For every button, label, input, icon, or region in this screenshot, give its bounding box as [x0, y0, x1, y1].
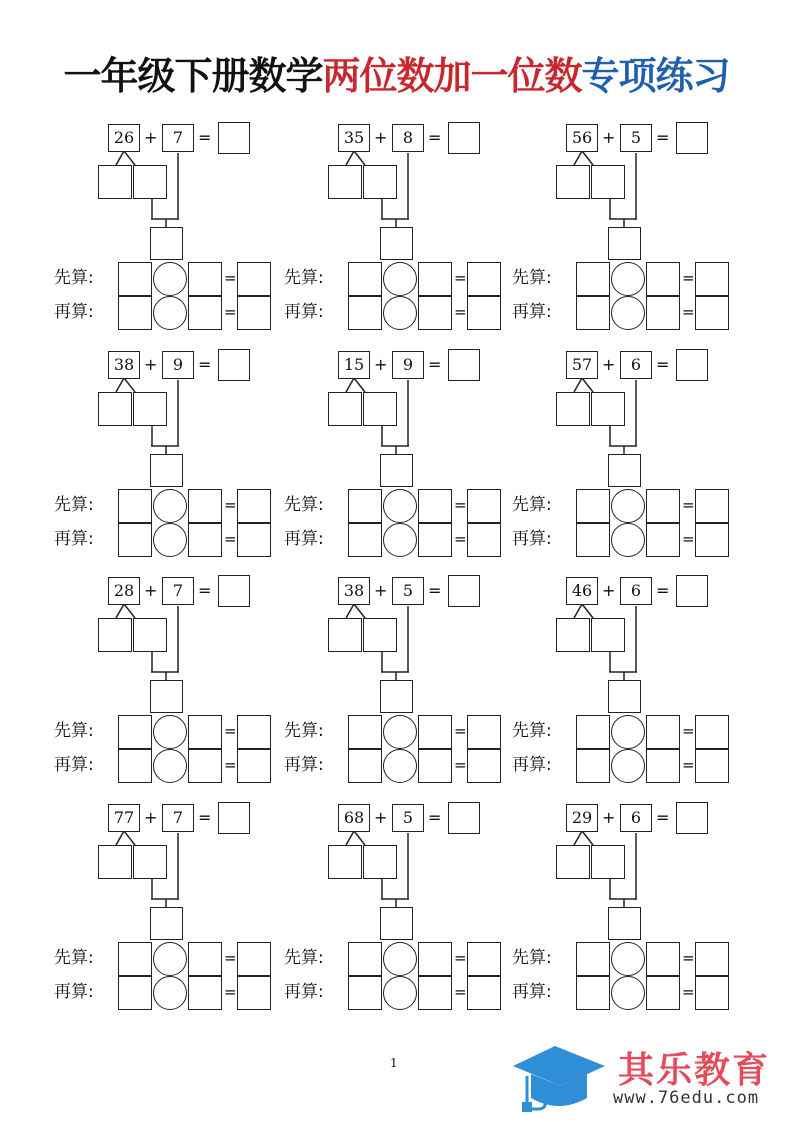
operand-box[interactable]: [646, 942, 680, 976]
tens-number-box: 68: [338, 804, 370, 832]
partial-sum-box[interactable]: [608, 227, 641, 260]
partial-sum-box[interactable]: [608, 680, 641, 713]
operand-box[interactable]: [418, 489, 452, 523]
operator-circle[interactable]: [153, 715, 187, 749]
split-box-ones[interactable]: [591, 392, 625, 426]
label-then: 再算:: [54, 755, 94, 775]
split-box-ones[interactable]: [133, 845, 167, 879]
split-box-ones[interactable]: [363, 618, 397, 652]
operator-circle[interactable]: [611, 749, 645, 783]
ones-number-box: 7: [162, 577, 194, 605]
label-then: 再算:: [54, 529, 94, 549]
equals-sign: =: [454, 756, 467, 774]
operand-box[interactable]: [348, 749, 382, 783]
label-first: 先算:: [284, 268, 324, 288]
operand-box[interactable]: [188, 296, 222, 330]
label-then: 再算:: [512, 302, 552, 322]
problem-item: [284, 798, 524, 1018]
operand-box[interactable]: [418, 262, 452, 296]
result-box[interactable]: [237, 489, 271, 523]
label-first: 先算:: [284, 495, 324, 515]
operand-box[interactable]: [576, 262, 610, 296]
equals-sign: =: [682, 496, 695, 514]
equals-sign: =: [224, 303, 237, 321]
operator-circle[interactable]: [611, 715, 645, 749]
operand-box[interactable]: [118, 715, 152, 749]
label-first: 先算:: [54, 721, 94, 741]
operand-box[interactable]: [646, 749, 680, 783]
result-box[interactable]: [467, 715, 501, 749]
result-box[interactable]: [695, 489, 729, 523]
tens-number-box: 26: [108, 124, 140, 152]
operand-box[interactable]: [348, 976, 382, 1010]
operator-circle[interactable]: [611, 262, 645, 296]
equals-sign: =: [224, 269, 237, 287]
operand-box[interactable]: [188, 489, 222, 523]
operator-circle[interactable]: [153, 976, 187, 1010]
result-box[interactable]: [695, 749, 729, 783]
operand-box[interactable]: [576, 942, 610, 976]
operand-box[interactable]: [118, 749, 152, 783]
graduation-cap-icon: [505, 1036, 615, 1116]
label-first: 先算:: [54, 948, 94, 968]
split-box-tens[interactable]: [98, 165, 132, 199]
equals-sign: =: [224, 530, 237, 548]
operator-circle[interactable]: [611, 942, 645, 976]
watermark-logo: [505, 1036, 790, 1116]
result-box[interactable]: [467, 489, 501, 523]
operand-box[interactable]: [118, 976, 152, 1010]
problem-item: [54, 571, 294, 791]
split-box-ones[interactable]: [363, 165, 397, 199]
split-box-tens[interactable]: [556, 165, 590, 199]
operand-box[interactable]: [188, 976, 222, 1010]
answer-box[interactable]: [218, 802, 250, 834]
equals-sign: =: [454, 983, 467, 1001]
equals-sign: =: [454, 269, 467, 287]
operand-box[interactable]: [188, 942, 222, 976]
tens-number-box: 56: [566, 124, 598, 152]
equals-sign: =: [656, 581, 670, 600]
split-box-tens[interactable]: [328, 618, 362, 652]
equals-sign: =: [198, 355, 212, 374]
split-box-tens[interactable]: [556, 845, 590, 879]
split-box-ones[interactable]: [591, 165, 625, 199]
answer-box[interactable]: [218, 575, 250, 607]
operand-box[interactable]: [188, 749, 222, 783]
split-box-ones[interactable]: [363, 845, 397, 879]
operand-box[interactable]: [118, 296, 152, 330]
result-box[interactable]: [237, 523, 271, 557]
plus-sign: +: [602, 128, 616, 147]
equals-sign: =: [454, 949, 467, 967]
ones-number-box: 6: [620, 577, 652, 605]
operator-circle[interactable]: [611, 523, 645, 557]
equals-sign: =: [428, 128, 442, 147]
operand-box[interactable]: [418, 523, 452, 557]
operator-circle[interactable]: [611, 976, 645, 1010]
operand-box[interactable]: [418, 749, 452, 783]
operator-circle[interactable]: [153, 523, 187, 557]
operand-box[interactable]: [118, 489, 152, 523]
problem-item: [284, 118, 524, 338]
partial-sum-box[interactable]: [608, 454, 641, 487]
partial-sum-box[interactable]: [150, 680, 183, 713]
equals-sign: =: [198, 128, 212, 147]
tens-number-box: 57: [566, 351, 598, 379]
problem-item: [284, 571, 524, 791]
problem-item: [284, 345, 524, 565]
operator-circle[interactable]: [153, 262, 187, 296]
ones-number-box: 6: [620, 804, 652, 832]
tens-number-box: 28: [108, 577, 140, 605]
operand-box[interactable]: [646, 523, 680, 557]
split-box-ones[interactable]: [133, 618, 167, 652]
label-then: 再算:: [284, 982, 324, 1002]
operator-circle[interactable]: [153, 489, 187, 523]
operand-box[interactable]: [646, 262, 680, 296]
equals-sign: =: [454, 496, 467, 514]
operand-box[interactable]: [418, 976, 452, 1010]
equals-sign: =: [428, 581, 442, 600]
equals-sign: =: [428, 808, 442, 827]
operand-box[interactable]: [188, 523, 222, 557]
split-box-tens[interactable]: [556, 392, 590, 426]
title-part-1: 一年级下册数学: [63, 53, 323, 98]
plus-sign: +: [374, 128, 388, 147]
label-then: 再算:: [284, 755, 324, 775]
equals-sign: =: [682, 722, 695, 740]
result-box[interactable]: [695, 296, 729, 330]
equals-sign: =: [454, 303, 467, 321]
tens-number-box: 35: [338, 124, 370, 152]
operator-circle[interactable]: [383, 749, 417, 783]
partial-sum-box[interactable]: [380, 907, 413, 940]
label-first: 先算:: [284, 721, 324, 741]
equals-sign: =: [656, 128, 670, 147]
partial-sum-box[interactable]: [608, 907, 641, 940]
watermark-url: www.76edu.com: [613, 1088, 760, 1108]
problem-item: [54, 798, 294, 1018]
result-box[interactable]: [695, 942, 729, 976]
result-box[interactable]: [467, 523, 501, 557]
answer-box[interactable]: [448, 802, 480, 834]
operator-circle[interactable]: [153, 749, 187, 783]
operator-circle[interactable]: [383, 296, 417, 330]
tens-number-box: 15: [338, 351, 370, 379]
result-box[interactable]: [467, 749, 501, 783]
plus-sign: +: [144, 808, 158, 827]
split-box-ones[interactable]: [591, 618, 625, 652]
operand-box[interactable]: [118, 262, 152, 296]
answer-box[interactable]: [218, 122, 250, 154]
plus-sign: +: [144, 355, 158, 374]
operand-box[interactable]: [188, 262, 222, 296]
operand-box[interactable]: [348, 715, 382, 749]
equals-sign: =: [682, 269, 695, 287]
operand-box[interactable]: [188, 715, 222, 749]
operand-box[interactable]: [348, 262, 382, 296]
ones-number-box: 9: [162, 351, 194, 379]
operand-box[interactable]: [646, 715, 680, 749]
label-then: 再算:: [54, 982, 94, 1002]
ones-number-box: 5: [392, 804, 424, 832]
answer-box[interactable]: [676, 802, 708, 834]
equals-sign: =: [224, 722, 237, 740]
equals-sign: =: [656, 355, 670, 374]
answer-box[interactable]: [448, 575, 480, 607]
equals-sign: =: [682, 530, 695, 548]
split-box-ones[interactable]: [133, 392, 167, 426]
operand-box[interactable]: [348, 489, 382, 523]
plus-sign: +: [144, 128, 158, 147]
title-part-3: 专项练习: [581, 53, 730, 98]
label-first: 先算:: [54, 495, 94, 515]
answer-box[interactable]: [676, 349, 708, 381]
split-box-tens[interactable]: [98, 618, 132, 652]
answer-box[interactable]: [676, 575, 708, 607]
equals-sign: =: [682, 983, 695, 1001]
result-box[interactable]: [237, 262, 271, 296]
operator-circle[interactable]: [383, 262, 417, 296]
plus-sign: +: [144, 581, 158, 600]
partial-sum-box[interactable]: [150, 907, 183, 940]
result-box[interactable]: [237, 749, 271, 783]
answer-box[interactable]: [676, 122, 708, 154]
operator-circle[interactable]: [383, 976, 417, 1010]
equals-sign: =: [224, 756, 237, 774]
result-box[interactable]: [237, 715, 271, 749]
split-box-tens[interactable]: [98, 392, 132, 426]
operand-box[interactable]: [576, 976, 610, 1010]
operand-box[interactable]: [576, 296, 610, 330]
worksheet-title: [0, 52, 793, 100]
operand-box[interactable]: [348, 523, 382, 557]
label-first: 先算:: [512, 268, 552, 288]
answer-box[interactable]: [448, 122, 480, 154]
label-then: 再算:: [512, 529, 552, 549]
label-first: 先算:: [512, 495, 552, 515]
tens-number-box: 38: [338, 577, 370, 605]
equals-sign: =: [682, 949, 695, 967]
operand-box[interactable]: [576, 715, 610, 749]
operand-box[interactable]: [646, 976, 680, 1010]
operator-circle[interactable]: [383, 489, 417, 523]
label-first: 先算:: [54, 268, 94, 288]
result-box[interactable]: [467, 296, 501, 330]
problem-item: [512, 345, 752, 565]
split-box-tens[interactable]: [328, 845, 362, 879]
partial-sum-box[interactable]: [150, 227, 183, 260]
equals-sign: =: [224, 983, 237, 1001]
operand-box[interactable]: [418, 296, 452, 330]
split-box-tens[interactable]: [328, 392, 362, 426]
answer-box[interactable]: [218, 349, 250, 381]
result-box[interactable]: [467, 942, 501, 976]
operator-circle[interactable]: [611, 489, 645, 523]
operand-box[interactable]: [418, 715, 452, 749]
operand-box[interactable]: [576, 523, 610, 557]
partial-sum-box[interactable]: [380, 227, 413, 260]
plus-sign: +: [374, 355, 388, 374]
operator-circle[interactable]: [611, 296, 645, 330]
plus-sign: +: [374, 808, 388, 827]
problem-item: [54, 118, 294, 338]
operand-box[interactable]: [418, 942, 452, 976]
ones-number-box: 5: [392, 577, 424, 605]
equals-sign: =: [224, 496, 237, 514]
label-then: 再算:: [54, 302, 94, 322]
title-part-2: 两位数加一位数: [322, 53, 582, 98]
ones-number-box: 7: [162, 124, 194, 152]
partial-sum-box[interactable]: [380, 680, 413, 713]
operator-circle[interactable]: [383, 523, 417, 557]
watermark-name: 其乐教育: [618, 1050, 771, 1091]
page-number: 1: [390, 1056, 398, 1070]
plus-sign: +: [602, 581, 616, 600]
split-box-tens[interactable]: [328, 165, 362, 199]
answer-box[interactable]: [448, 349, 480, 381]
equals-sign: =: [198, 808, 212, 827]
label-then: 再算:: [512, 755, 552, 775]
result-box[interactable]: [467, 262, 501, 296]
label-first: 先算:: [512, 721, 552, 741]
ones-number-box: 8: [392, 124, 424, 152]
ones-number-box: 5: [620, 124, 652, 152]
equals-sign: =: [198, 581, 212, 600]
equals-sign: =: [428, 355, 442, 374]
ones-number-box: 9: [392, 351, 424, 379]
plus-sign: +: [602, 355, 616, 374]
label-first: 先算:: [284, 948, 324, 968]
equals-sign: =: [682, 303, 695, 321]
result-box[interactable]: [695, 262, 729, 296]
ones-number-box: 7: [162, 804, 194, 832]
partial-sum-box[interactable]: [150, 454, 183, 487]
operand-box[interactable]: [576, 749, 610, 783]
equals-sign: =: [454, 722, 467, 740]
operator-circle[interactable]: [153, 296, 187, 330]
operator-circle[interactable]: [153, 942, 187, 976]
equals-sign: =: [682, 756, 695, 774]
partial-sum-box[interactable]: [380, 454, 413, 487]
label-first: 先算:: [512, 948, 552, 968]
tens-number-box: 38: [108, 351, 140, 379]
split-box-ones[interactable]: [363, 392, 397, 426]
problem-item: [512, 571, 752, 791]
result-box[interactable]: [237, 296, 271, 330]
result-box[interactable]: [237, 942, 271, 976]
result-box[interactable]: [237, 976, 271, 1010]
result-box[interactable]: [467, 976, 501, 1010]
split-box-ones[interactable]: [133, 165, 167, 199]
problem-item: [512, 798, 752, 1018]
result-box[interactable]: [695, 715, 729, 749]
split-box-ones[interactable]: [591, 845, 625, 879]
equals-sign: =: [224, 949, 237, 967]
split-box-tens[interactable]: [556, 618, 590, 652]
equals-sign: =: [454, 530, 467, 548]
operand-box[interactable]: [646, 489, 680, 523]
operand-box[interactable]: [348, 942, 382, 976]
plus-sign: +: [602, 808, 616, 827]
label-then: 再算:: [284, 302, 324, 322]
result-box[interactable]: [695, 976, 729, 1010]
operand-box[interactable]: [646, 296, 680, 330]
operand-box[interactable]: [118, 942, 152, 976]
plus-sign: +: [374, 581, 388, 600]
equals-sign: =: [656, 808, 670, 827]
operand-box[interactable]: [348, 296, 382, 330]
problem-item: [54, 345, 294, 565]
problem-item: [512, 118, 752, 338]
operand-box[interactable]: [118, 523, 152, 557]
operator-circle[interactable]: [383, 715, 417, 749]
tens-number-box: 29: [566, 804, 598, 832]
operator-circle[interactable]: [383, 942, 417, 976]
label-then: 再算:: [284, 529, 324, 549]
result-box[interactable]: [695, 523, 729, 557]
tens-number-box: 77: [108, 804, 140, 832]
tens-number-box: 46: [566, 577, 598, 605]
operand-box[interactable]: [576, 489, 610, 523]
label-then: 再算:: [512, 982, 552, 1002]
ones-number-box: 6: [620, 351, 652, 379]
split-box-tens[interactable]: [98, 845, 132, 879]
